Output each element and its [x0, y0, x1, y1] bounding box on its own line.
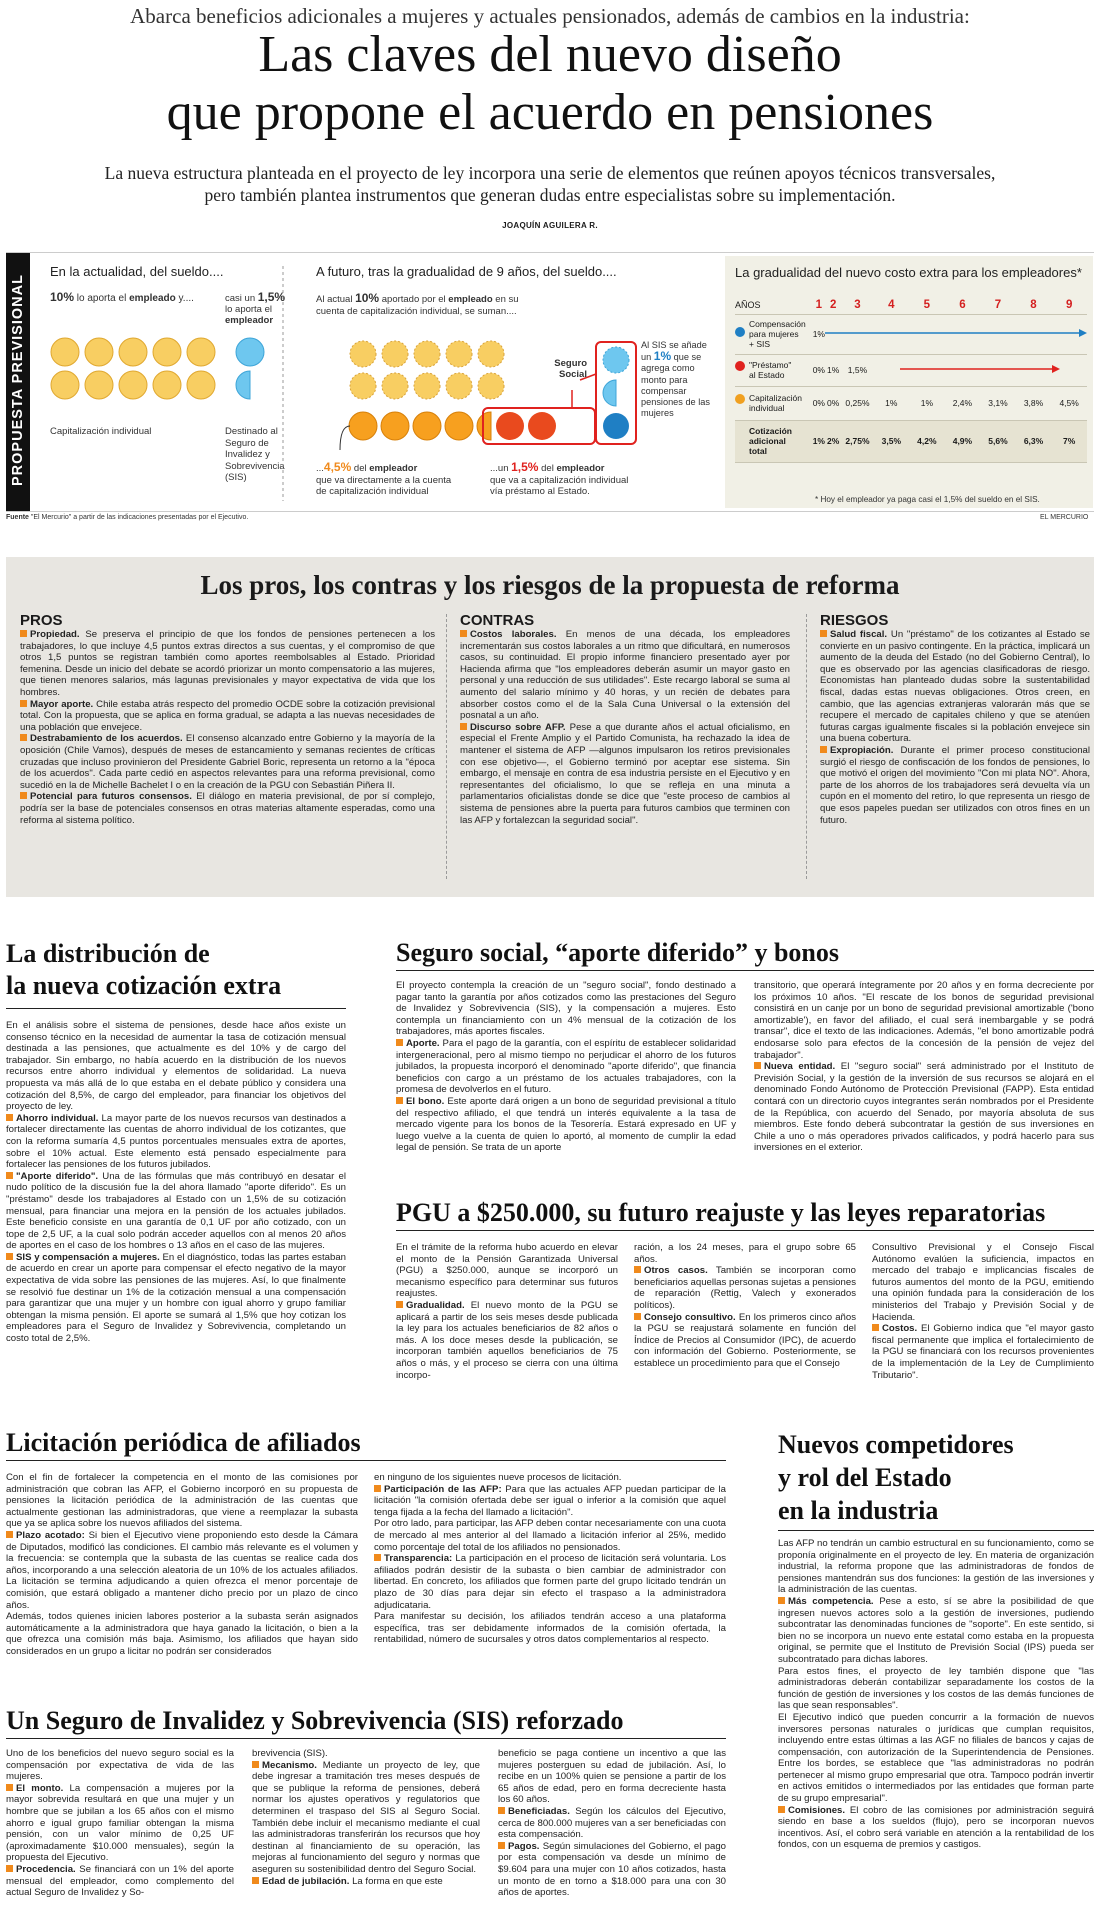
pros-column: [20, 612, 435, 826]
distribution-rule: [6, 1008, 346, 1009]
tender-c1p1: Con el fin de fortalecer la competencia en el monto de las comisiones por administración que cobran las AFP, el Gobierno incorporó en su propuesta de pensiones la licitación periódica de la administración de las cuentas que actualmente gestionan las administradoras, que viene a reemplazar la subasta que ya se aplica sobre los nuevos afiliados del sistema.: [6, 1472, 358, 1530]
sis-coin-half: [603, 380, 616, 406]
tender-col2: [374, 1472, 726, 1646]
years-header: AÑOS: [735, 296, 813, 314]
pgu-col1: [396, 1242, 618, 1381]
sis-c1p2: El monto. La compensación a mujeres por la mayor sobrevida resultará en que una mujer y un hombre que se jubilan a los 65 años con el mismo ahorro e igual grupo familiar obtengan la misma pensión, con un valor mínimo de 0,25 UF (aproximadamente $10.000 mensuales), según la propuesta del Ejecutivo.: [6, 1782, 234, 1864]
prestamo-arrow: [900, 364, 1060, 374]
lede-line-1: La nueva estructura planteada en el proyecto de ley incorpora una serie de elementos que reúnen apoyos técnicos transversales,: [104, 163, 996, 183]
pgu-c2p2: Otros casos. También se incorporan como beneficiarios aquellas personas sujetas a pensiones de reparación (Rettig, Valech y exonerados políticos).: [634, 1265, 856, 1311]
tender-c1p2: Plazo acotado: Si bien el Ejecutivo viene proponiendo esto desde la Cámara de Diputados, modificó las condiciones. El cambio más relevante es el volumen y la frecuencia: se contempla que la subasta de las cuentas se realice cada dos años, incorporando a una selección aleatoria de un 10% de los actuales afiliados. La licitación se termina adjudicando a quien ofrezca el menor porcentaje de comisión, que estará obligado a mantener dicho precio por un plazo de cinco años.: [6, 1529, 358, 1611]
panel-gradual-title: La gradualidad del nuevo costo extra para los empleadores*: [735, 265, 1082, 280]
employer-line-3: empleador: [225, 315, 274, 326]
employer-line-2: lo aporta el: [225, 304, 273, 315]
infographic-sidebar: [6, 253, 30, 511]
pgu-c3p2: Costos. El Gobierno indica que "el mayor gasto fiscal permanente que implica el fortalecimiento de la PGU se financiará con los recursos provenientes de la implementación de la Ley de Cumplimiento Tributario".: [872, 1323, 1094, 1381]
row-total: Cotización adicional total 1% 2% 2,75% 3,5% 4,2% 4,9% 5,6% 6,3% 7%: [735, 420, 1087, 462]
social-insurance-title: Seguro social, “aporte diferido” y bonos: [396, 938, 839, 967]
row-prestamo: "Préstamo" al Estado 0% 1% 1,5%: [735, 354, 1087, 386]
year-7: 7: [980, 296, 1016, 314]
si-c2p2: Nueva entidad. El "seguro social" será administrado por el Instituto de Previsión Social, y la gestión de la inversión de sus recursos se alojará en el denominado Fondo Autónomo de Protección Previsional (FAPP). Esta entidad contará con un directorio cuyos integrantes serán nombrados por el Presidente de la República, con acuerdo del Senado, por mayoría absoluta de sus miembros. Este fondo deberá subcontratar la gestión de sus inversiones en Chile a uno o más operadores privados calificados, y podrá hacerlo para sus inversiones en el exterior.: [754, 1061, 1094, 1154]
employer-capital-note: ...4,5% del empleador que va directamente a la cuenta de capitalización individual: [316, 460, 452, 497]
pros-3: Destrabamiento de los acuerdos. El consenso alcanzado entre Gobierno y la mayoría de la oposición (Chile Vamos), después de meses de estancamiento y semanas recientes de críticas cruzadas que incluso provinieron del Presidente Gabriel Boric, representa un retorno a la "época de los acuerdos". Cada parte cedió en aspectos relevantes para una reforma previsional, como sucedió en la de Michelle Bachelet I o en la creación de la PGU con Sebastián Piñera II.: [20, 733, 435, 791]
sis-col3: [498, 1748, 726, 1899]
pgu-col2: [634, 1242, 856, 1370]
sis-note: Al SIS se añade un 1% que se agrega como monto para compensar pensiones de las mujeres: [641, 340, 710, 419]
pgu-c1p1: En el trámite de la reforma hubo acuerdo en elevar el monto de la Pensión Garantizada Universal (PGU) a $250.000, aunque se incorporó un mecanismo específico para determinar sus futuros reajustes.: [396, 1242, 618, 1300]
cons-1: Costos laborales. En menos de una década, los empleadores incrementarán sus costos laborales a un ritmo que dificultará, en numerosos casos, su continuidad. El propio informe financiero presentado ayer por Hacienda afirma que "los empleadores deberán asumir un mayor gasto en personal y una reducción de sus utilidades". Este recargo laboral se suma al aumento del salario mínimo y 40 horas, y un recién de debates para absorber costos como el de la Sala Cuna Universal o la extensión del posnatal a un año.: [460, 629, 790, 722]
tender-c2p4: Transparencia: La participación en el proceso de licitación será voluntaria. Los afiliados podrán desistir de la subasta o bien cambiar de administrador con libertad. En concreto, los afiliados que formen parte del grupo licitado tendrán un plazo de 30 días para dejar sin efecto el traspaso a la administradora adjudicataria.: [374, 1553, 726, 1611]
panel-current-title: En la actualidad, del sueldo....: [50, 264, 224, 279]
comp-p3: Para estos fines, el proyecto de ley también dispone que "las administradoras deberán contabilizar separadamente los costos de la función de gestión de inversiones y los costos de las demás funciones de las que sean responsables".: [778, 1665, 1094, 1712]
sis-label: Destinado al Seguro de Invalidez y Sobrevivencia (SIS): [225, 426, 285, 483]
pgu-c1p2: Gradualidad. El nuevo monto de la PGU se aplicará a partir de los seis meses desde publicada la ley para los actuales beneficiarios de 82 años o más. A los doce meses desde la publicación, se incorporan también aquellos beneficiarios de 75 años o más, y el proceso se cierra con una última incorpo-: [396, 1299, 618, 1381]
sis-c3p1: beneficio se paga contiene un incentivo a que las mujeres posterguen su edad de jubilación. Así, lo recibe en un 100% quien se pensione a partir de los 65 años de edad, pero en forma decreciente hasta los 60 años.: [498, 1748, 726, 1806]
arrow-left: [340, 426, 350, 450]
comp-p1: Las AFP no tendrán un cambio estructural en su funcionamiento, como se proponía originalmente en el proyecto de ley. En materia de organización industrial, la reforma propone que las administradoras de fondos de pensiones mantendrán sus dos funciones: la gestión de las inversiones y la administración de las cuentas.: [778, 1538, 1094, 1596]
sis-c1p1: Uno de los beneficios del nuevo seguro social es la compensación por expectativa de vida de las mujeres.: [6, 1748, 234, 1783]
year-3: 3: [841, 296, 873, 314]
cons-heading: CONTRAS: [460, 612, 535, 629]
tender-c2p2: Participación de las AFP: Para que las actuales AFP puedan participar de la licitación "la comisión ofertada debe ser igual o inferior a la comisión que aquel tenga fijada a la fecha del llamado a licitación".: [374, 1483, 726, 1518]
risks-heading: RIESGOS: [820, 612, 889, 629]
cons-2: Discurso sobre AFP. Pese a que durante años el actual oficialismo, en especial el Frente Amplio y el Partido Comunista, ha rechazado la idea de mantener el sistema de AFP —algunos impulsaron los retiros previsionales con ese objetivo—, el Gobierno terminó por aceptar ese sistema. Sin embargo, el mensaje en contra de esa industria persiste en el Ejecutivo y en representantes del oficialismo, lo que se refleja en una minuta a parlamentarios oficialistas donde se dice que "este proceso de cambios al sistema de pensiones abre la puerta para futuros cambios que terminen con las AFP y fortalezcan la seguridad social".: [460, 721, 790, 826]
distribution-body: [6, 1020, 346, 1345]
employer-capital-coins: [349, 412, 491, 440]
distribution-p2: Ahorro individual. La mayor parte de los nuevos recursos van destinados a fortalecer directamente las cuentas de ahorro individual de los cotizantes, que con la reforma sumaría 4,5 puntos porcentuales mensuales extra de aportes, sobre el 10% actual. Este elemento está pensado especialmente para fortalecer las pensiones de los futuros jubilados.: [6, 1112, 346, 1171]
year-9: 9: [1051, 296, 1087, 314]
loan-coin-2: [528, 412, 556, 440]
pros-heading: PROS: [20, 612, 63, 629]
headline-line-2: que propone el acuerdo en pensiones: [166, 84, 934, 141]
row-capitalizacion: Capitalización individual 0% 0% 0,25% 1% 1% 2,4% 3,1% 3,8% 4,5%: [735, 386, 1087, 420]
comp-p5: Comisiones. El cobro de las comisiones por administración seguirá siendo en base a los sueldos (flujo), pero se incorporan nuevos incentivos. Así, el cobro será variable en atención a la rentabilidad de los fondos, con un esquema de premios y castigos.: [778, 1804, 1094, 1851]
sis-c1p3: Procedencia. Se financiará con un 1% del aporte mensual del empleador, como complemento del actual Seguro de Invalidez y So-: [6, 1863, 234, 1899]
gradual-footnote: * Hoy el empleador ya paga casi el 1,5% del sueldo en el SIS.: [815, 495, 1040, 504]
gradual-table: [735, 296, 1087, 463]
employer-coin-full: [236, 338, 264, 366]
employee-txt2: empleado: [129, 293, 176, 304]
sis-c3p2: Beneficiadas. Según los cálculos del Ejecutivo, cerca de 800.000 mujeres van a ser beneficiadas con esta compensación.: [498, 1805, 726, 1841]
employer-coin-half: [236, 371, 250, 399]
loan-note: ...un 1,5% del empleador que va a capitalización individual vía préstamo al Estado.: [490, 460, 629, 497]
risks-column: [820, 612, 1090, 826]
panel-gradual: [725, 256, 1093, 508]
employee-coins: [51, 338, 215, 399]
sis-title: Un Seguro de Invalidez y Sobrevivencia (SIS) reforzado: [6, 1706, 624, 1735]
pros-1: Propiedad. Se preserva el principio de que los fondos de pensiones pertenecen a los trabajadores, lo que incluye 4,5 puntos extras directos a sus cuentas, y el compromiso de que otros 1,5 puntos se registran también como aportes reembolsables al Estado. Prioridad femenina. Desde un inicio del debate se acordó priorizar un monto compensatorio a las mujeres, que tienen menores salarios, más lagunas previsionales y mayor expectativa de vida que los hombres.: [20, 629, 435, 698]
tender-c2p5: Para manifestar su decisión, los afiliados tendrán acceso a una plataforma específica, tras ser debidamente informados de la comisión ofertada, la rentabilidad, número de sucursales y otros datos complementarios al respecto.: [374, 1611, 726, 1646]
row-compensacion: Compensación para mujeres + SIS 1%: [735, 314, 1087, 354]
competitors-title: Nuevos competidores y rol del Estado en la industria: [778, 1430, 1014, 1525]
pgu-c2p3: Consejo consultivo. En los primeros cinco años la PGU se reajustará solamente en función del Índice de Precios al Consumidor (IPC), de acuerdo con información del Gobierno. Posteriormente, se establece un procedimiento para que el Consejo: [634, 1311, 856, 1369]
pgu-col3: [872, 1242, 1094, 1381]
year-5: 5: [909, 296, 945, 314]
tender-col1: [6, 1472, 358, 1658]
headline: [0, 26, 1100, 142]
panel-current: [40, 256, 292, 508]
comp-p4: El Ejecutivo indicó que pueden concurrir a la formación de nuevos inversores personas naturales o jurídicas que cumplan requisitos, incluyendo entre estas últimas a las AGF no filiales de bancos y cajas de compensación, con autorización de la Superintendencia de Pensiones. Entre los bordes, se establece que "las administradoras no podrán pertenecer al mismo grupo empresarial que otra. Tampoco podrán invertir en activos emitidos o intermediados por las entidades que forman parte de su grupo empresarial".: [778, 1711, 1094, 1805]
pgu-title: PGU a $250.000, su futuro reajuste y las leyes reparatorias: [396, 1198, 1046, 1227]
social-insurance-rule: [396, 970, 1094, 971]
loan-coin-1: [496, 412, 524, 440]
cap-label: Capitalización individual: [50, 426, 152, 437]
si-c2p1: transitorio, que operará íntegramente por 20 años y en forma decreciente por los próximos 10 años. "El rescate de los bonos de seguridad previsional consistirá en un canje por un bono de seguridad previsional amortizable ('bono amortizable'), en favor del afiliado, el cual será inembargable y se podrá transar", dice el texto de las indicaciones. Además, "el bono amortizable podrá endosarse solo para efectos de la concesión de la pensión de vejez del trabajador".: [754, 980, 1094, 1061]
tender-rule: [6, 1460, 726, 1461]
source: Fuente "El Mercurio" a partir de las indicaciones presentadas por el Ejecutivo.: [6, 514, 249, 521]
panel-divider: [278, 256, 288, 508]
distribution-title: La distribución de la nueva cotización extra: [6, 939, 282, 1000]
year-1: 1: [813, 296, 825, 314]
sis-c2p1: brevivencia (SIS).: [252, 1748, 328, 1759]
tender-c1p3: Además, todos quienes inicien labores posterior a la subasta serán asignados automáticamente a la administradora que haya ganado la licitación, o bien a la que ofrezca una comisión más baja. Asimismo, los afiliados que hayan sido considerados en un grupo a licitar no podrán ser considerados: [6, 1611, 358, 1657]
panel-future-intro: Al actual 10% aportado por el empleado en su cuenta de capitalización individual, se suman....: [316, 291, 519, 317]
distribution-p4: SIS y compensación a mujeres. En el diagnóstico, todas las partes estaban de acuerdo en crear un aporte para compensar el efecto negativo de la mayor expectativa de vida sobre las pensiones de las mujeres. Así, lo que finalmente se resolvió fue destinar un 1% de la cotización mensual a una compensación para garantizar que una mujer y un hombre con igual ahorro y grupo familiar obtengan la misma pensión. El aporte se sumará al 1,5% que hoy cotizan los empleadores para el Seguro de Invalidez y Sobrevivencia, completando un costo total de 2,5%.: [6, 1251, 346, 1345]
headline-line-1: Las claves del nuevo diseño: [258, 26, 842, 83]
social-insurance-col1: [396, 980, 736, 1154]
prestamo-dot: [735, 361, 745, 371]
capitalizacion-dot: [735, 394, 745, 404]
cons-column: [460, 612, 790, 826]
compensacion-dot: [735, 327, 745, 337]
social-insurance-col2: [754, 980, 1094, 1154]
pgu-c2p1: ración, a los 24 meses, para el grupo sobre 65 años.: [634, 1242, 856, 1265]
divider-1: [446, 614, 447, 879]
year-2: 2: [825, 296, 841, 314]
tender-title: Licitación periódica de afiliados: [6, 1428, 361, 1457]
distribution-p3: "Aporte diferido". Una de las fórmulas que más contribuyó en desatar el nudo político de la discusión fue la del ahora llamado "aporte diferido". Es un "préstamo" desde los trabajadores al Estado con un 1,5% de su cotización mensual, para financiar una mejora en la pensión de los actuales jubilados. Este beneficio consiste en una garantía de 0,1 UF por año cotizado, con un tope de 2,5 UF, a la cual solo podrán acceder aquellos con al menos 20 años de aportes en el caso de los hombres o 13 años en el caso de las mujeres.: [6, 1170, 346, 1252]
year-8: 8: [1016, 296, 1052, 314]
employee-txt1: lo aporta el: [74, 293, 130, 304]
panel-future: [310, 256, 720, 508]
distribution-p1: En el análisis sobre el sistema de pensiones, desde hace años existe un consenso técnico en la necesidad de aumentar la tasa de cotización mensual destinada a las pensiones, que actualmente es del 10% y de cargo del trabajador. Sin embargo, no había acuerdo en la distribución de los nuevos recursos entre ahorro individual y elementos de solidaridad. La nueva propuesta va más allá de lo que estaba en el debate público y considera una cotización del 8,5%, de cargo del empleador, para financiar los objetivos del proyecto de ley.: [6, 1020, 346, 1113]
sis-coin-1: [603, 347, 629, 373]
si-p3: El bono. Este aporte dará origen a un bono de seguridad previsional a título del respectivo afiliado, el que tendrá un interés equivalente a la tasa de mercado vigente para los bonos de la Tesorería. Estará expresado en UF y luego vuelve a la cuenta de quien lo aportó, al momento de cumplir la edad legal de pensión. Se trata de un aporte: [396, 1095, 736, 1154]
tender-c2p3: Por otro lado, para participar, las AFP deben contar necesariamente con una cuota de mercado al mes anterior al del llamado a licitación inferior al 25%, medido como porcentaje del total de los afiliados no pensionados.: [374, 1518, 726, 1553]
si-p1: El proyecto contempla la creación de un "seguro social", fondo destinado a pagar tanto la garantía por años cotizados como las prestaciones del Seguro de Invalidez y Sobrevivencia (SIS), y la compensación a mujeres. Esto contempla un financiamiento con un 4% mensual de la cotización de los trabajadores, más aportes fiscales.: [396, 980, 736, 1038]
divider-2: [806, 614, 807, 879]
pgu-rule: [396, 1230, 1094, 1231]
lede: [0, 162, 1100, 206]
sis-c2p2: Mecanismo. Mediante un proyecto de ley, que debe ingresar a tramitación tres meses después de que se publique la reforma de pensiones, deberá normar los ajustes operativos y regulatorios que determinen el traspaso del SIS al Seguro Social. También debe incluir el mecanismo mediante el cual las administradoras transferirán los recursos que hoy destinan al financiamiento de su operación, las mejoras al funcionamiento del seguro y normas que aseguren su sostenibilidad dentro del Seguro Social.: [252, 1759, 480, 1875]
competitors-rule: [778, 1530, 1094, 1531]
lede-line-2: pero también plantea instrumentos que generan dudas entre especialistas sobre su implementación.: [204, 185, 896, 205]
panel-future-title: A futuro, tras la gradualidad de 9 años, del sueldo....: [316, 264, 617, 279]
sis-c3p3: Pagos. Según simulaciones del Gobierno, el pago por esta compensación va desde un mínimo de $9.604 para una mujer con 10 años cotizados, hasta un monto de en torno a $18.000 para una con 30 años de aportes.: [498, 1840, 726, 1899]
pros-4: Potencial para futuros consensos. El diálogo en materia previsional, de por sí complejo, podría ser la base de potenciales consensos en otras materias altamente esperadas, como una reforma al sistema político.: [20, 791, 435, 826]
risk-2: Expropiación. Durante el primer proceso constitucional surgió el riesgo de confiscación de los fondos de pensiones, lo que motivó el origen del movimiento "Con mi plata NO". Ahora, parte de los ahorros de los trabajadores será devuelta vía un cupón en el momento del retiro, lo que representa un riesgo de que esos papeles puedan ser utilizados con otros fines en un futuro.: [820, 744, 1090, 826]
employee-txt3: y....: [175, 293, 194, 304]
sis-coin-new: [603, 413, 629, 439]
risk-1: Salud fiscal. Un "préstamo" de los cotizantes al Estado se convierte en un pasivo contingente. En la práctica, implicará un aumento de la deuda del Estado (no del Gobierno Central), lo que es observado por las agencias clasificadoras de riesgo. Economistas han planteado dudas sobre la sustentabilidad fiscal, dadas estas nuevas obligaciones. Otros creen, en cambio, que las agencias extranjeras valorarán más que se recupere el mercado de capitales chileno y que se atenúen futuras cargas igualmente fiscales si la población envejece sin una buena cobertura.: [820, 629, 1090, 745]
pros-cons-title: Los pros, los contras y los riesgos de la propuesta de reforma: [200, 570, 900, 600]
pros-2: Mayor aporte. Chile estaba atrás respecto del promedio OCDE sobre la cotización previsional total. Con la propuesta, que se aplica en forma gradual, se adapta a las nuevas necesidades de una población que envejece.: [20, 698, 435, 733]
kicker: Abarca beneficios adicionales a mujeres y actuales pensionados, además de cambios en la industria:: [130, 4, 970, 28]
coins-current: [40, 336, 292, 416]
sis-c2p3: Edad de jubilación. La forma en que este: [252, 1876, 480, 1888]
pgu-c3p1: Consultivo Previsional y el Consejo Fiscal Autónomo evalúen la suficiencia, impactos en mercado del trabajo e implicancias fiscales de futuros aumentos del monto de la PGU, emitiendo una opinión fundada para la consideración de los ministerios del Trabajo y Previsión Social y de Hacienda.: [872, 1242, 1094, 1323]
competitors-body: [778, 1538, 1094, 1851]
si-p2: Aporte. Para el pago de la garantía, con el espíritu de establecer solidaridad intergeneracional, pero al mismo tiempo no perjudicar el ahorro de los futuros jubilados, la propuesta incorporó el denominado "aporte diferido", que financia beneficios con cargo a un préstamo de los actuales trabajadores, con la promesa de devolverlos en el futuro.: [396, 1037, 736, 1096]
credit: EL MERCURIO: [1040, 514, 1089, 521]
sis-col1: [6, 1748, 234, 1899]
sis-col2: [252, 1748, 480, 1887]
social-label: Seguro Social: [554, 358, 587, 380]
byline: JOAQUÍN AGUILERA R.: [502, 221, 598, 230]
employee-pct: 10%: [50, 290, 75, 304]
comp-p2: Más competencia. Pese a esto, sí se abre la posibilidad de que ingresen nuevos actores solo a la gestión de inversiones, pudiendo subcontratar las denominadas funciones de "soporte". En este sentido, si bien no se incorpora un nuevo ente estatal como estaba en la propuesta original, se permite que el Instituto de Previsión Social (IPS) pueda ser subcontratado para dichas labores.: [778, 1595, 1094, 1665]
tender-c2p1: en ninguno de los siguientes nueve procesos de licitación.: [374, 1472, 622, 1483]
compensacion-arrow: [825, 328, 1087, 338]
dotted-employee-coins: [350, 341, 504, 399]
year-4: 4: [874, 296, 910, 314]
sis-rule: [6, 1738, 726, 1739]
sidebar-label: PROPUESTA PREVISIONAL: [10, 274, 26, 486]
employer-line-1: casi un 1,5%: [225, 290, 286, 304]
year-6: 6: [945, 296, 981, 314]
